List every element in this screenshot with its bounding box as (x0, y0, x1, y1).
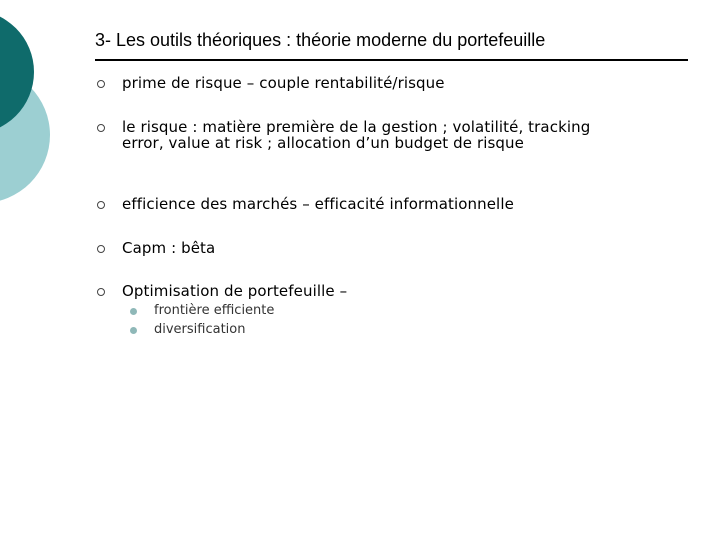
filled-circle-bullet-icon (130, 327, 137, 334)
bullet-text: Optimisation de portefeuille – (122, 282, 348, 300)
hollow-circle-bullet-icon (97, 201, 105, 209)
hollow-circle-bullet-icon (97, 245, 105, 253)
bullet-text: prime de risque – couple rentabilité/risque (122, 74, 445, 92)
sub-bullet-text: diversification (154, 322, 246, 337)
sub-bullet-item (130, 322, 530, 341)
hollow-circle-bullet-icon (97, 80, 105, 88)
bullet-text: efficience des marchés – efficacité informationnelle (122, 195, 514, 213)
bullet-text: le risque : matière première de la gestion ; volatilité, tracking error, value at risk ; allocation d’un budget de risque (122, 118, 591, 152)
sub-bullet-list (130, 303, 530, 341)
sub-bullet-text: frontière efficiente (154, 303, 275, 318)
hollow-circle-bullet-icon (97, 288, 105, 296)
filled-circle-bullet-icon (130, 308, 137, 315)
decorative-circles (0, 0, 60, 220)
light-teal-circle (0, 67, 50, 203)
slide-title: 3- Les outils théoriques : théorie moderne du portefeuille (95, 30, 546, 50)
dark-teal-circle (0, 10, 34, 134)
bullet-text: Capm : bêta (122, 239, 216, 257)
sub-bullet-item (130, 303, 530, 322)
hollow-circle-bullet-icon (97, 124, 105, 132)
title-underline (95, 59, 688, 61)
